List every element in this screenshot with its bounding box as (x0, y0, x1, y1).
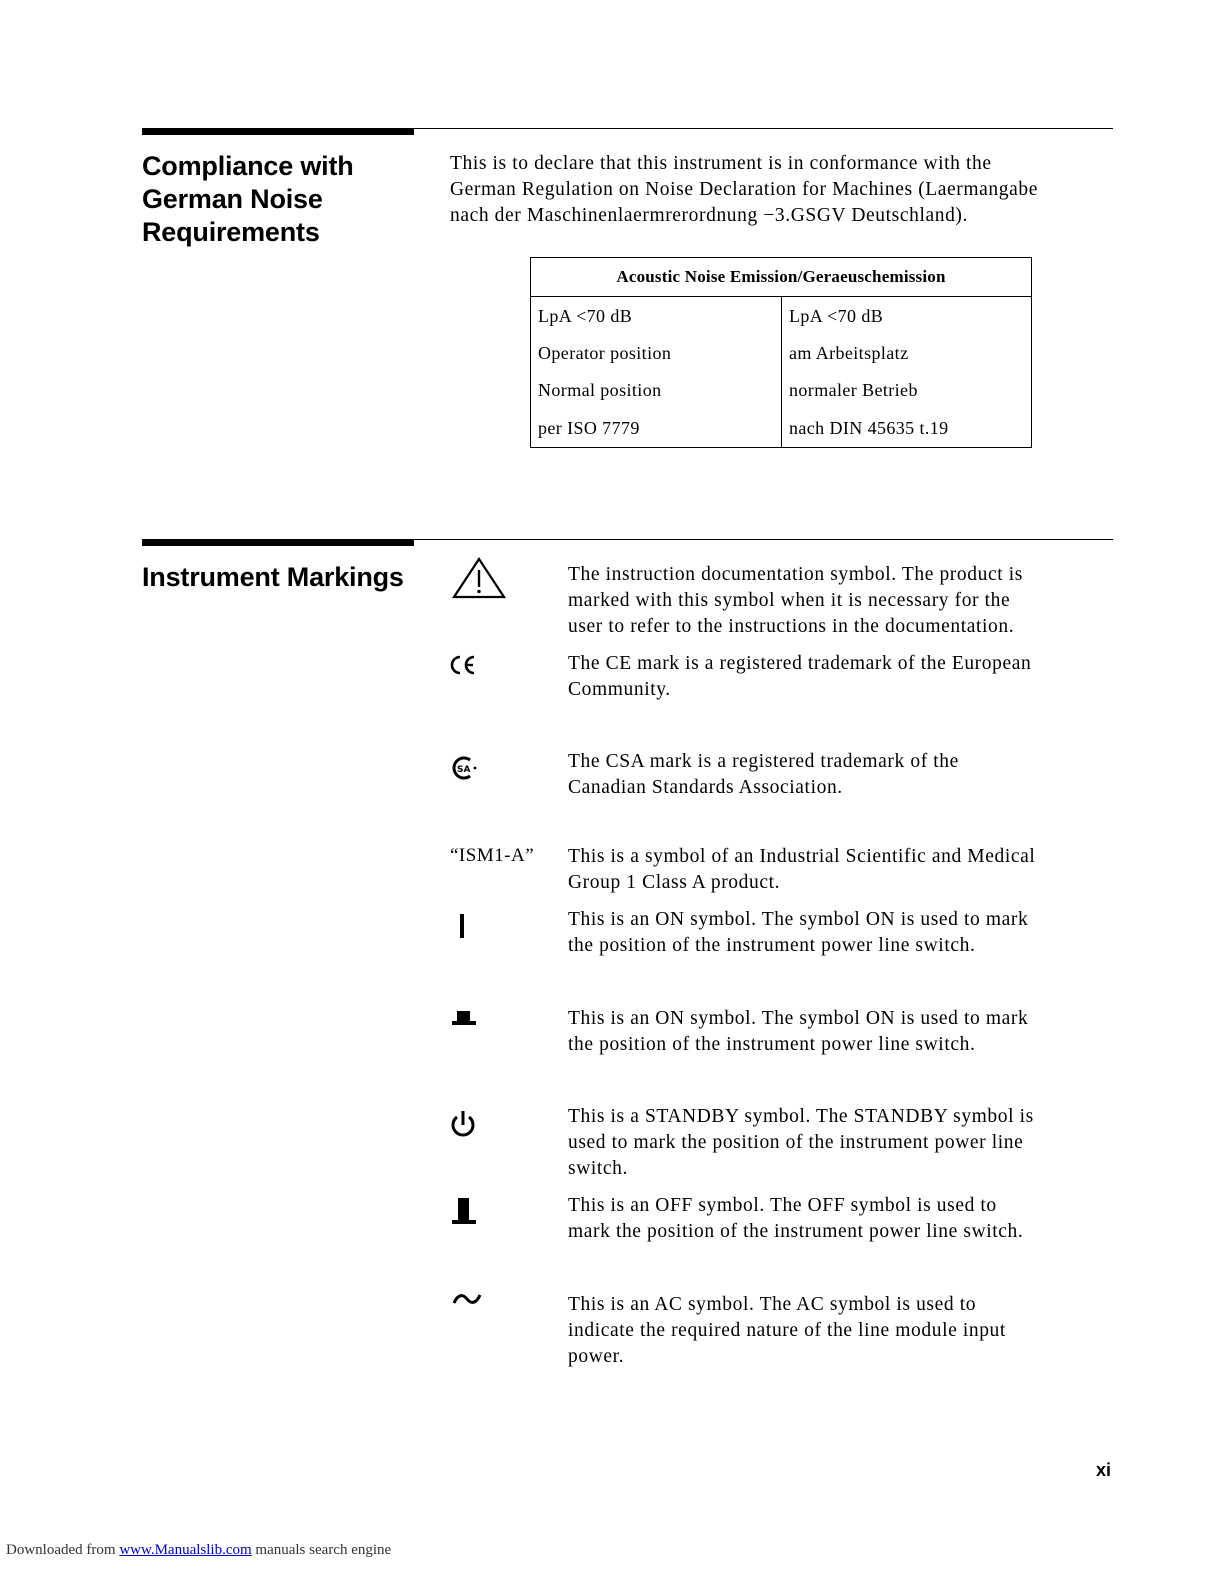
marking-description (568, 651, 1128, 703)
heading-line: Instrument Markings (142, 562, 404, 592)
ac-tilde-icon (452, 1291, 482, 1309)
paragraph-line: switch. (568, 1158, 628, 1179)
section-rule-thin (414, 128, 1113, 129)
svg-text:SA: SA (457, 765, 471, 775)
paragraph-line: Canadian Standards Association. (568, 777, 843, 798)
off-pushbutton-icon (450, 1196, 478, 1226)
marking-description (568, 844, 1128, 896)
section-rule-thick (142, 128, 414, 135)
ism-symbol-text: “ISM1-A” (450, 845, 535, 866)
standby-power-icon (449, 1108, 477, 1140)
marking-description (568, 1193, 1128, 1245)
marking-description (568, 1006, 1128, 1058)
paragraph-line: Community. (568, 679, 671, 700)
paragraph-line: marked with this symbol when it is necessary for the (568, 590, 1011, 611)
table-header-row (531, 258, 1032, 297)
table-cell: nach DIN 45635 t.19 (789, 417, 949, 438)
paragraph-line: The CSA mark is a registered trademark of the (568, 751, 959, 772)
manualslib-link[interactable]: www.Manualslib.com (119, 1542, 252, 1558)
section-rule-thick (142, 539, 414, 546)
marking-description (568, 1104, 1128, 1182)
table-cell: LpA <70 dB (531, 297, 782, 335)
paragraph-line: This is a STANDBY symbol. The STANDBY symbol is (568, 1106, 1034, 1127)
table-cell: LpA <70 dB (789, 305, 884, 326)
paragraph-line: indicate the required nature of the line module input (568, 1320, 1006, 1341)
heading-line: Compliance with (142, 151, 354, 181)
footer-suffix: manuals search engine (255, 1542, 392, 1558)
footer-prefix: Downloaded from (6, 1542, 116, 1558)
table-row (531, 335, 1032, 372)
table-cell: Operator position (531, 335, 782, 372)
section-rule-thin (414, 539, 1113, 540)
heading-line: Requirements (142, 217, 320, 247)
paragraph-line: This is an OFF symbol. The OFF symbol is used to (568, 1195, 997, 1216)
warning-triangle-icon (452, 557, 506, 599)
table-row (531, 372, 1032, 409)
csa-mark-icon (450, 755, 478, 781)
paragraph-line: This is to declare that this instrument is in conformance with the (450, 153, 992, 174)
table-cell: am Arbeitsplatz (789, 342, 909, 363)
on-line-icon (456, 912, 468, 940)
marking-description (568, 749, 1128, 801)
download-footer (6, 1542, 391, 1559)
paragraph-line: This is a symbol of an Industrial Scientific and Medical (568, 846, 1036, 867)
paragraph-line: This is an ON symbol. The symbol ON is used to mark (568, 909, 1029, 930)
compliance-heading (142, 150, 354, 249)
paragraph-line: the position of the instrument power line switch. (568, 935, 976, 956)
table-cell: normaler Betrieb (789, 380, 918, 401)
ce-mark-icon (449, 654, 477, 676)
paragraph-line: Group 1 Class A product. (568, 872, 781, 893)
paragraph-line: power. (568, 1346, 625, 1367)
paragraph-line: the position of the instrument power line switch. (568, 1034, 976, 1055)
marking-description (568, 907, 1128, 959)
paragraph-line: mark the position of the instrument power line switch. (568, 1221, 1024, 1242)
paragraph-line: used to mark the position of the instrument power line (568, 1132, 1024, 1153)
paragraph-line: user to refer to the instructions in the documentation. (568, 616, 1015, 637)
paragraph-line: German Regulation on Noise Declaration for Machines (Laermangabe (450, 179, 1038, 200)
compliance-paragraph (450, 151, 1122, 229)
paragraph-line: This is an AC symbol. The AC symbol is used to (568, 1294, 977, 1315)
paragraph-line: nach der Maschinenlaermrerordnung −3.GSGV Deutschland). (450, 205, 968, 226)
paragraph-line: This is an ON symbol. The symbol ON is used to mark (568, 1008, 1029, 1029)
table-row (531, 410, 1032, 448)
table-header: Acoustic Noise Emission/Geraeuschemission (531, 258, 1032, 297)
table-cell: Normal position (531, 372, 782, 409)
marking-description (568, 1292, 1128, 1370)
page-number: xi (1096, 1460, 1112, 1480)
heading-line: German Noise (142, 184, 323, 214)
paragraph-line: The instruction documentation symbol. The product is (568, 564, 1023, 585)
markings-heading (142, 561, 404, 594)
paragraph-line: The CE mark is a registered trademark of the European (568, 653, 1032, 674)
on-pushbutton-icon (450, 1008, 478, 1028)
table-row (531, 297, 1032, 335)
noise-emission-table (530, 257, 1032, 448)
table-cell: per ISO 7779 (531, 410, 782, 448)
marking-description (568, 562, 1128, 640)
